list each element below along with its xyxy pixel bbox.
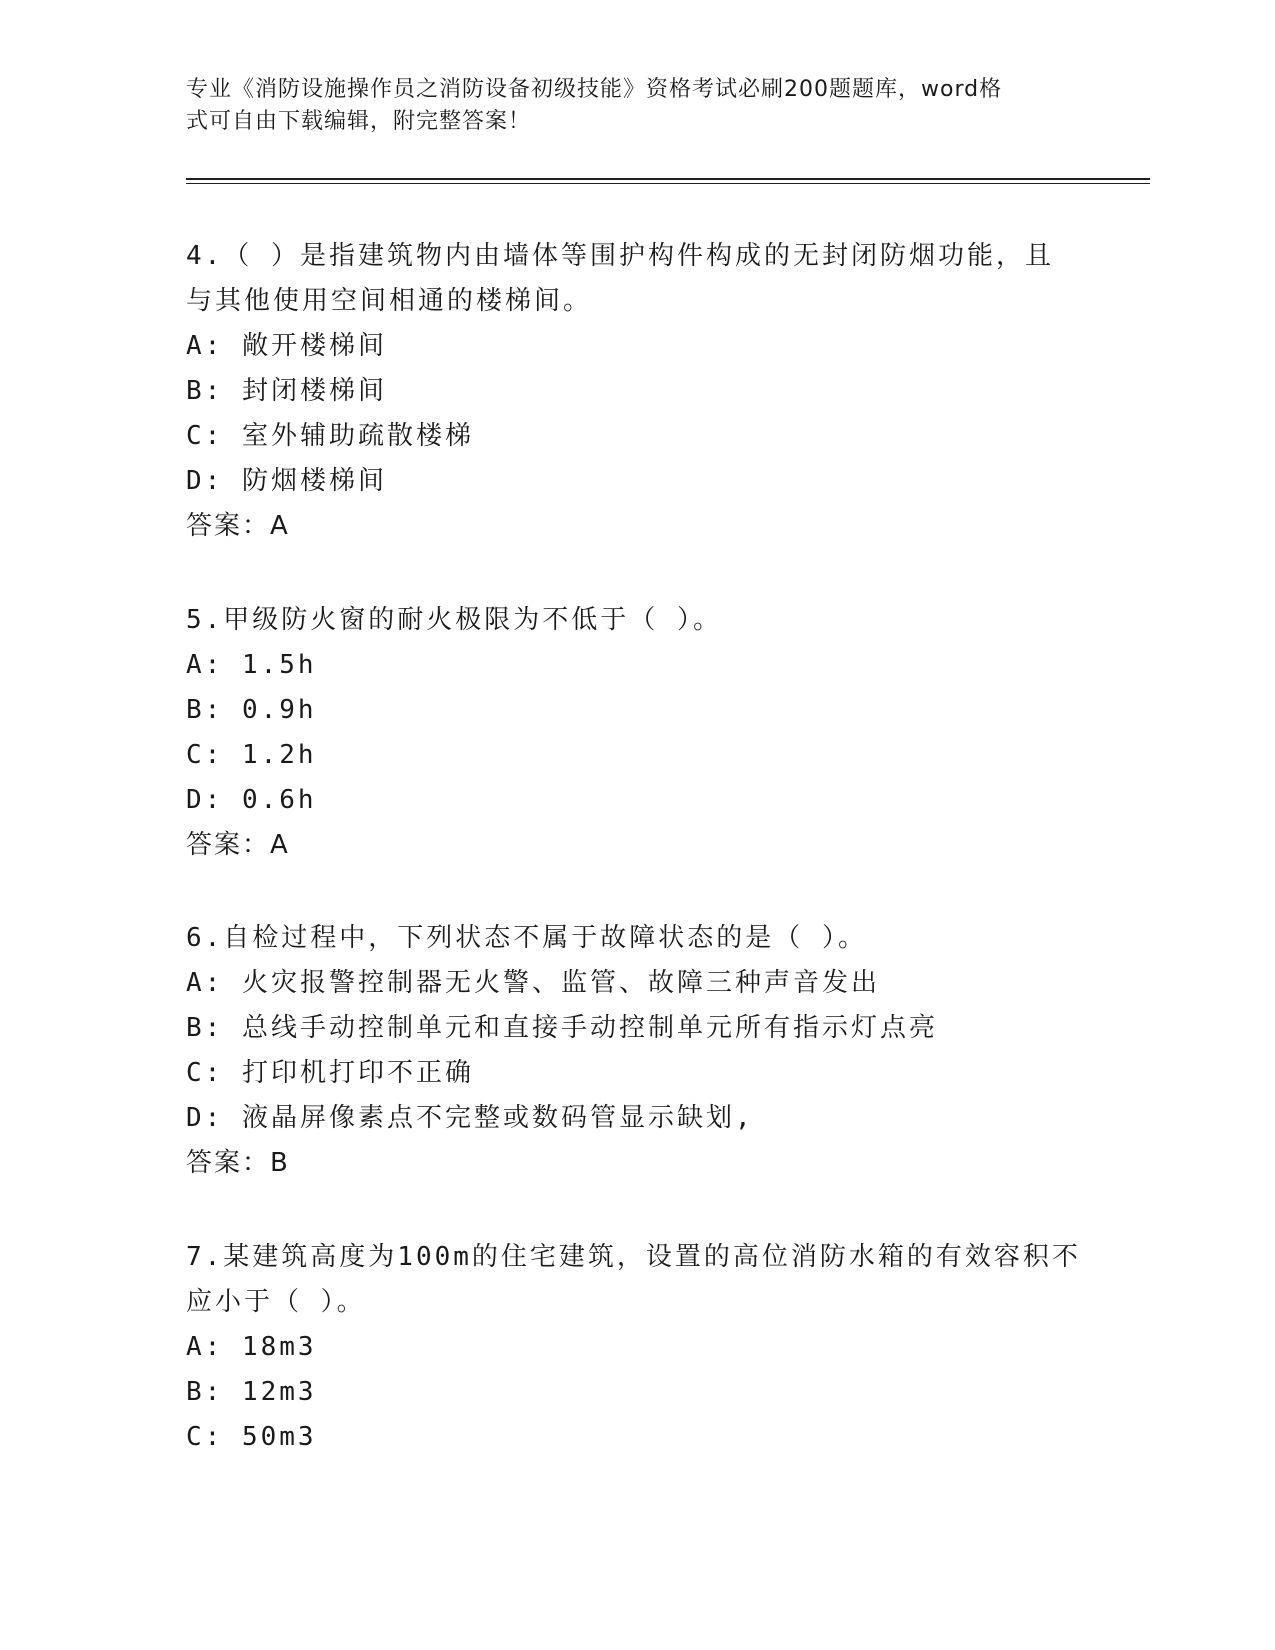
document-header bbox=[186, 74, 1066, 138]
question-7 bbox=[186, 1235, 1086, 1460]
header-divider-thin bbox=[186, 183, 1150, 184]
header-line-1: 专业《消防设施操作员之消防设备初级技能》资格考试必刷200题题库，word格 bbox=[186, 77, 1003, 102]
option-d: D: 0.6h bbox=[186, 785, 317, 815]
question-4 bbox=[186, 234, 1086, 549]
header-divider-thick bbox=[186, 178, 1150, 180]
answer: 答案：A bbox=[186, 830, 290, 860]
question-5 bbox=[186, 598, 1086, 868]
question-6 bbox=[186, 916, 1086, 1186]
option-c: C: 室外辅助疏散楼梯 bbox=[186, 421, 474, 451]
answer: 答案：A bbox=[186, 511, 290, 541]
answer: 答案：B bbox=[186, 1148, 290, 1178]
question-stem-continued: 应小于（ ）。 bbox=[186, 1287, 366, 1317]
header-line-2: 式可自由下载编辑，附完整答案！ bbox=[186, 109, 532, 134]
question-stem: 7.某建筑高度为100m的住宅建筑，设置的高位消防水箱的有效容积不 bbox=[186, 1242, 1081, 1272]
question-stem: 4.（ ）是指建筑物内由墙体等围护构件构成的无封闭防烟功能，且 bbox=[186, 241, 1054, 271]
option-b: B: 12m3 bbox=[186, 1377, 317, 1407]
option-d: D: 防烟楼梯间 bbox=[186, 466, 387, 496]
option-a: A: 1.5h bbox=[186, 650, 317, 680]
option-d: D: 液晶屏像素点不完整或数码管显示缺划, bbox=[186, 1103, 754, 1133]
question-stem: 5.甲级防火窗的耐火极限为不低于（ ）。 bbox=[186, 605, 722, 635]
question-stem: 6.自检过程中，下列状态不属于故障状态的是（ ）。 bbox=[186, 923, 867, 953]
option-b: B: 0.9h bbox=[186, 695, 317, 725]
option-c: C: 1.2h bbox=[186, 740, 317, 770]
option-a: A: 18m3 bbox=[186, 1332, 317, 1362]
option-b: B: 总线手动控制单元和直接手动控制单元所有指示灯点亮 bbox=[186, 1013, 938, 1043]
option-c: C: 打印机打印不正确 bbox=[186, 1058, 474, 1088]
question-stem-continued: 与其他使用空间相通的楼梯间。 bbox=[186, 286, 593, 316]
option-b: B: 封闭楼梯间 bbox=[186, 376, 387, 406]
option-c: C: 50m3 bbox=[186, 1422, 317, 1452]
option-a: A: 火灾报警控制器无火警、监管、故障三种声音发出 bbox=[186, 968, 880, 998]
option-a: A: 敞开楼梯间 bbox=[186, 331, 387, 361]
